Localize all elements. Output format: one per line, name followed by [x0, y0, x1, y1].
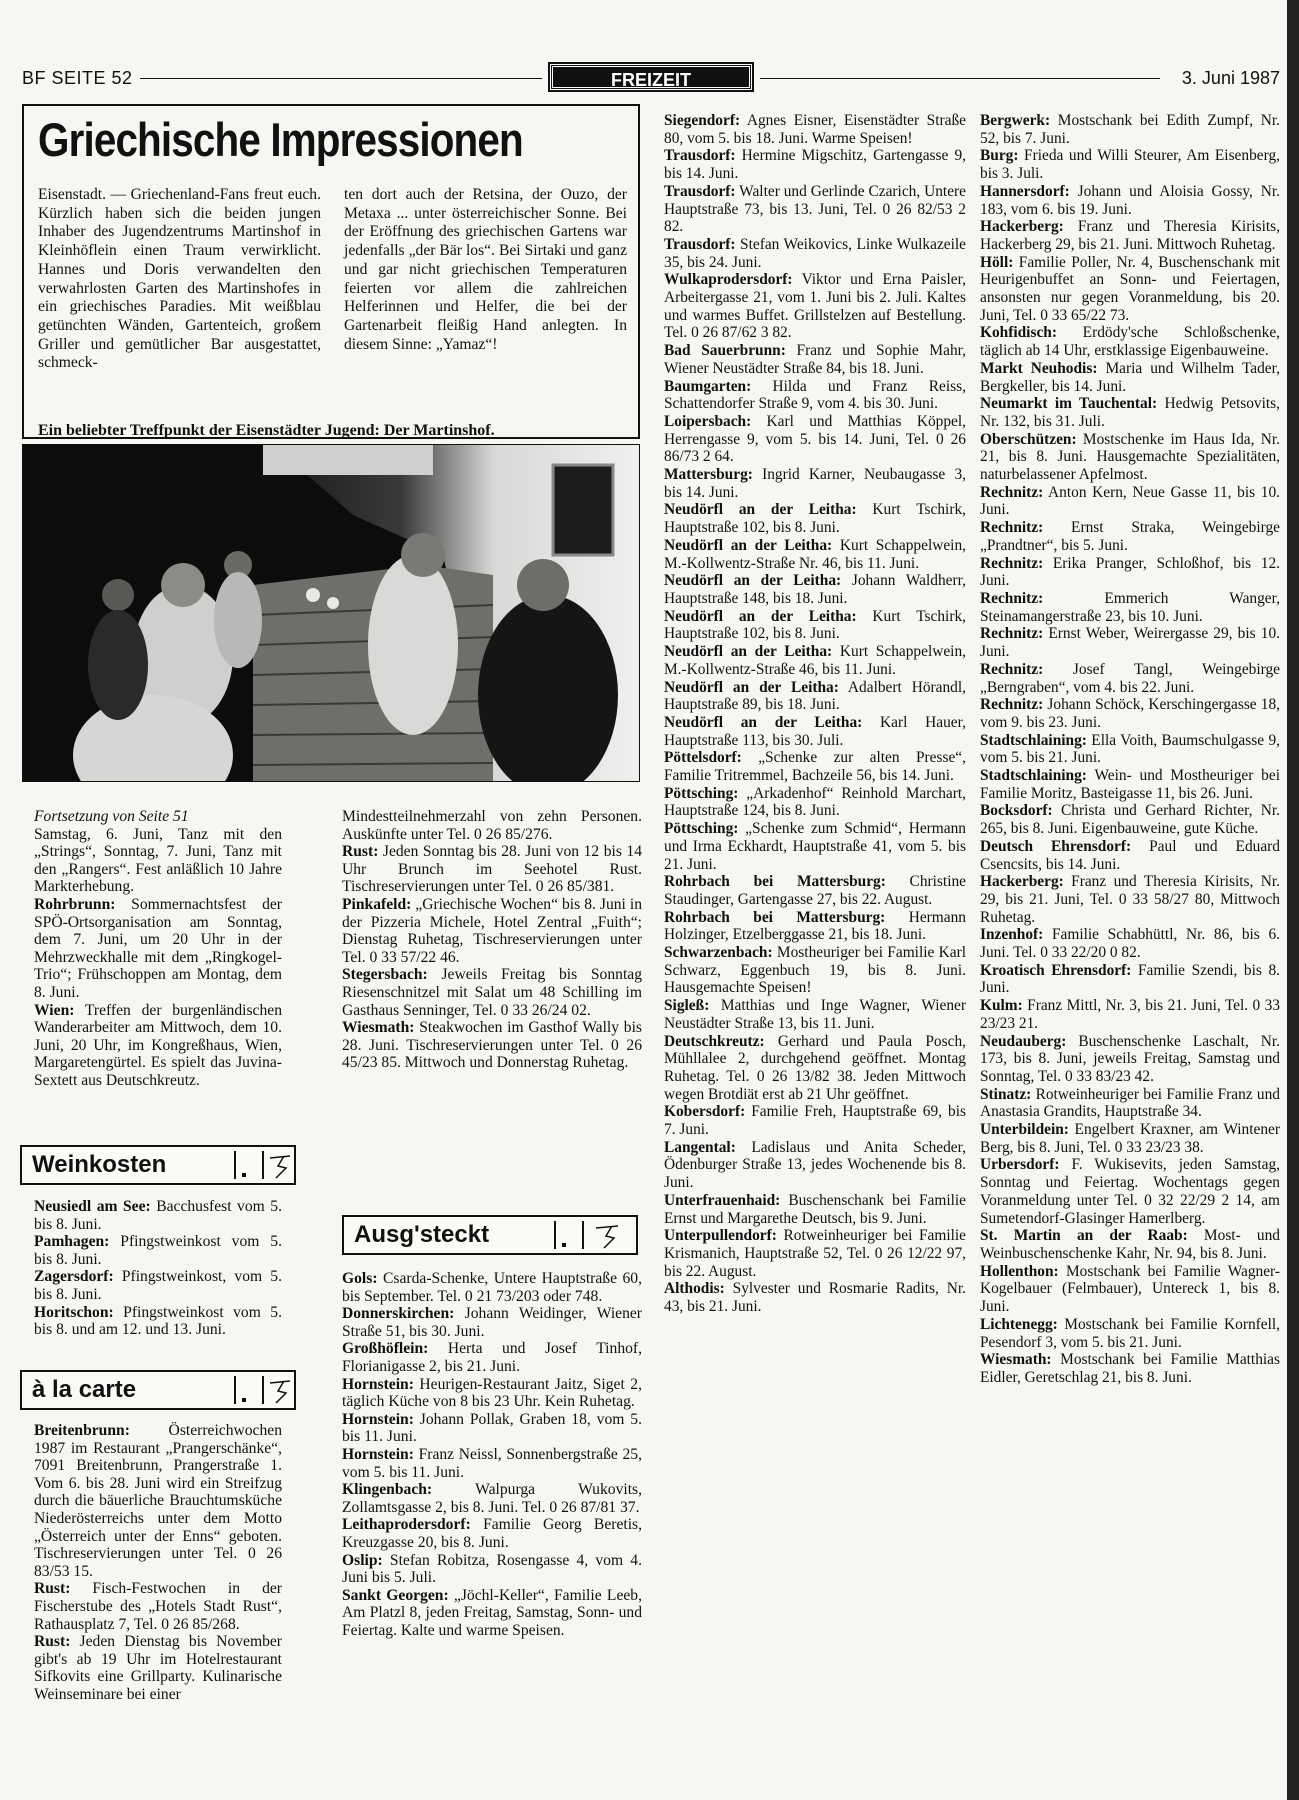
- list-item: Deutsch Ehrensdorf: Paul und Eduard Csencsits, bis 14. Juni.: [980, 837, 1281, 873]
- list-item: Wiesmath: Steakwochen im Gasthof Wally bis 28. Juni. Tischreservierungen unter Tel. 0 26 45/23 85. Mittwoch und Donnerstag Ruhetag.: [342, 1019, 642, 1072]
- section-ausgsteckt: [342, 1215, 638, 1255]
- list-item: Rechnitz: Ernst Weber, Weirergasse 29, bis 10. Juni.: [980, 625, 1280, 661]
- column-2-ausgsteckt: [342, 1270, 642, 1639]
- section-title: Ausg'steckt: [354, 1221, 490, 1248]
- header-rule-left: [140, 78, 542, 79]
- list-item: Rust: Jeden Dienstag bis November gibt's ab 19 Uhr im Hotelrestaurant Sifkovits eine Grillparty. Kulinarische Weinseminare bei einer: [34, 1633, 282, 1703]
- list-item: Kulm: Franz Mittl, Nr. 3, bis 21. Juni, Tel. 0 33 23/23 21.: [980, 997, 1280, 1032]
- list-item: Neusiedl am See: Bacchusfest vom 5. bis 8. Juni.: [34, 1198, 282, 1233]
- list-item: Rohrbach bei Mattersburg: Christine Staudinger, Gartengasse 27, bis 22. August.: [664, 873, 966, 908]
- list-item: Kohfidisch: Erdödy'sche Schloßschenke, täglich ab 14 Uhr, erstklassige Eigenbauweine.: [980, 324, 1280, 360]
- section-a-la-carte: [20, 1370, 296, 1410]
- list-item: Hornstein: Heurigen-Restaurant Jaitz, Siget 2, täglich Küche von 8 bis 23 Uhr. Kein Ruhetag.: [342, 1375, 642, 1411]
- column-4: [980, 112, 1280, 1387]
- feature-article: [22, 104, 640, 439]
- list-item: Markt Neuhodis: Maria und Wilhelm Tader, Bergkeller, bis 14. Juni.: [980, 359, 1280, 395]
- list-item: Pinkafeld: „Griechische Wochen“ bis 8. Juni in der Pizzeria Michele, Hotel Zentral „Fuith“; Dienstag Ruhetag, Tischreservierungen unter Tel. 0 33 57/22 46.: [342, 895, 642, 966]
- list-item: Bocksdorf: Christa und Gerhard Richter, Nr. 265, bis 8. Juni. Eigenbauweine, gute Küche.: [980, 802, 1280, 838]
- page-header: [22, 62, 1280, 92]
- photo-martinshof: [22, 444, 640, 782]
- column-3: [664, 112, 966, 1316]
- list-item: Zagersdorf: Pfingstweinkost, vom 5. bis 8. Juni.: [34, 1268, 282, 1303]
- list-item: Kobersdorf: Familie Freh, Hauptstraße 69, bis 7. Juni.: [664, 1103, 966, 1139]
- list-item: Neudörfl an der Leitha: Kurt Tschirk, Hauptstraße 102, bis 8. Juni.: [664, 501, 966, 537]
- divider-mark: [234, 1151, 264, 1179]
- list-item: Pöttsching: „Schenke zum Schmid“, Hermann und Irma Eckhardt, Hauptstraße 41, vom 5. bis 21. Juni.: [664, 820, 966, 873]
- list-item: Neudörfl an der Leitha: Johann Waldherr, Hauptstraße 148, bis 18. Juni.: [664, 572, 966, 607]
- column-1-a-la-carte: [34, 1422, 282, 1704]
- list-item: Oslip: Stefan Robitza, Rosengasse 4, vom 4. Juni bis 5. Juli.: [342, 1551, 642, 1587]
- list-item: Rechnitz: Ernst Straka, Weingebirge „Prandtner“, bis 5. Juni.: [980, 519, 1280, 554]
- section-label: FREIZEIT: [550, 64, 752, 90]
- scan-edge: [1287, 0, 1299, 1800]
- section-title: à la carte: [32, 1376, 137, 1403]
- issue-date: 3. Juni 1987: [1181, 68, 1280, 88]
- list-item: Althodis: Sylvester und Rosmarie Radits, Nr. 43, bis 21. Juni.: [664, 1280, 966, 1316]
- list-item: St. Martin an der Raab: Most- und Weinbuschenschenke Kahr, Nr. 94, bis 8. Juni.: [980, 1227, 1280, 1262]
- feature-text-col-2: ten dort auch der Retsina, der Ouzo, der Metaxa ... unter österreichischer Sonne. Bei der Eröffnung des griechischen Gartens war jedenfalls „der Bär los“. Bei Sirtaki und ganz und gar nicht griechischen Temperaturen feierten vor allem die zahlreichen Helferinnen und Helfer, die bei der Gartenarbeit fleißig Hand anlegten. In diesem Sinne: „Yamaz“!: [344, 186, 627, 353]
- list-item: Klingenbach: Walpurga Wukovits, Zollamtsgasse 2, bis 8. Juni. Tel. 0 26 87/81 37.: [342, 1481, 642, 1516]
- section-title: Weinkosten: [32, 1151, 167, 1178]
- list-item: Pöttsching: „Arkadenhof“ Reinhold Marchart, Hauptstraße 124, bis 8. Juni.: [664, 784, 966, 820]
- list-item: Hollenthon: Mostschank bei Familie Wagner-Kogelbauer (Felmbauer), Untereck 1, bis 8. Juni.: [980, 1262, 1280, 1316]
- list-item: Wiesmath: Mostschank bei Familie Matthias Eidler, Geretschlag 21, bis 8. Juni.: [980, 1351, 1280, 1386]
- list-item: Breitenbrunn: Österreichwochen 1987 im Restaurant „Prangerschänke“, 7091 Breitenbrunn, Prangerstraße 1. Vom 6. bis 28. Juni wird ein Streifzug durch die bäuerliche Brauchtumsküche Niederösterreichs unter dem Motto „Österreich unter der Enns“ geboten. Tischreservierungen unter Tel. 0 26 83/53 15.: [34, 1422, 282, 1580]
- list-item: Pöttelsdorf: „Schenke zur alten Presse“, Familie Tritremmel, Bachzeile 56, bis 14. Juni.: [664, 749, 966, 785]
- list-item: Sigleß: Matthias und Inge Wagner, Wiener Neustädter Straße 13, bis 11. Juni.: [664, 997, 966, 1032]
- list-item: Hannersdorf: Johann und Aloisia Gossy, Nr. 183, vom 6. bis 19. Juni.: [980, 182, 1280, 218]
- list-item: Siegendorf: Agnes Eisner, Eisenstädter Straße 80, vom 5. bis 18. Juni. Warme Speisen!: [664, 112, 966, 147]
- list-item: Oberschützen: Mostschenke im Haus Ida, Nr. 21, bis 8. Juni. Hausgemachte Spezialitäten, naturbelassener Apfelmost.: [980, 430, 1280, 484]
- list-item: Langental: Ladislaus und Anita Scheder, Ödenburger Straße 13, jedes Wochenende bis 8. Juni.: [664, 1138, 966, 1192]
- list-item: Stinatz: Rotweinheuriger bei Familie Franz und Anastasia Grandits, Hauptstraße 34.: [980, 1085, 1280, 1121]
- list-item: Unterfrauenhaid: Buschenschank bei Familie Ernst und Margarethe Deutsch, bis 9. Juni.: [664, 1191, 966, 1227]
- paragraph: Mindestteilnehmerzahl von zehn Personen. Auskünfte unter Tel. 0 26 85/276.: [342, 808, 642, 843]
- list-item: Rechnitz: Emmerich Wanger, Steinamangerstraße 23, bis 10. Juni.: [980, 589, 1280, 625]
- list-item: Kroatisch Ehrensdorf: Familie Szendi, bis 8. Juni.: [980, 961, 1281, 997]
- continuation-note: Fortsetzung von Seite 51: [34, 808, 189, 825]
- pointing-hand-icon: [594, 1222, 624, 1250]
- list-item: Deutschkreutz: Gerhard und Paula Posch, Mühllalee 2, durchgehend geöffnet. Montag Ruhetag. Tel. 0 26 13/82 38. Jeden Mittwoch wegen Brotdiät erst ab 21 Uhr geöffnet.: [664, 1032, 966, 1103]
- list-item: Inzenhof: Familie Schabhüttl, Nr. 86, bis 6. Juni. Tel. 0 33 22/20 0 82.: [980, 926, 1280, 962]
- list-item: Wien: Treffen der burgenländischen Wanderarbeiter am Mittwoch, dem 10. Juni, 20 Uhr, im Kongreßhaus, Wien, Margaretengürtel. Es spielt das Juvina-Sextett aus Deutschkreutz.: [34, 1001, 282, 1089]
- list-item: Trausdorf: Walter und Gerlinde Czarich, Untere Hauptstraße 73, bis 13. Juni, Tel. 0 26 82/53 2 82.: [664, 182, 966, 236]
- list-item: Wulkaprodersdorf: Viktor und Erna Paisler, Arbeitergasse 21, vom 1. Juni bis 2. Juli. Kaltes und warmes Buffet. Grillstelzen auf Bestellung. Tel. 0 26 87/62 3 82.: [664, 271, 966, 342]
- headline: Griechische Impressionen: [38, 113, 523, 166]
- list-item: Urbersdorf: F. Wukisevits, jeden Samstag, Sonntag und Feiertag. Wochentags gegen Voranmeldung unter Tel. 0 32 22/29 2 14, am Sumetendorf-Glasinger Hamerlberg.: [980, 1156, 1280, 1227]
- list-item: Loipersbach: Karl und Matthias Köppel, Herrengasse 9, vom 5. bis 14. Juni, Tel. 0 26 86/73 2 64.: [664, 412, 966, 466]
- list-item: Rust: Fisch-Festwochen in der Fischerstube des „Hotels Stadt Rust“, Rathausplatz 7, Tel. 0 26 85/268.: [34, 1580, 282, 1633]
- list-item: Neudörfl an der Leitha: Karl Hauer, Hauptstraße 113, bis 30. Juli.: [664, 713, 966, 749]
- list-item: Hornstein: Franz Neissl, Sonnenbergstraße 25, vom 5. bis 11. Juni.: [342, 1445, 642, 1481]
- pointing-hand-icon: [268, 1152, 294, 1180]
- list-item: Bergwerk: Mostschank bei Edith Zumpf, Nr. 52, bis 7. Juni.: [980, 112, 1280, 147]
- list-item: Neudörfl an der Leitha: Kurt Tschirk, Hauptstraße 102, bis 8. Juni.: [664, 607, 966, 643]
- list-item: Unterpullendorf: Rotweinheuriger bei Familie Krismanich, Hauptstraße 52, Tel. 0 26 12/22 97, bis 22. August.: [664, 1227, 966, 1280]
- list-item: Rust: Jeden Sonntag bis 28. Juni von 12 bis 14 Uhr Brunch im Seehotel Rust. Tischreservierungen unter Tel. 0 26 85/381.: [342, 843, 642, 896]
- list-item: Rechnitz: Josef Tangl, Weingebirge „Berngraben“, vom 4. bis 22. Juni.: [980, 660, 1280, 696]
- list-item: Gols: Csarda-Schenke, Untere Hauptstraße 60, bis September. Tel. 0 21 73/203 oder 748.: [342, 1270, 642, 1305]
- header-rule-right: [760, 78, 1160, 79]
- feature-text-col-1: Eisenstadt. — Griechenland-Fans freut euch. Kürzlich haben sich die beiden jungen Inhaber des Jugendzentrums Martinshof in Kleinhöflein einen Traum verwirklicht. Hannes und Doris verwandelten den verwahrlosten Garten des Martinshofes in ein griechisches Paradies. Mit weißblau getünchten Wänden, Gartenteich, großem Griller und gemütlicher Bar ausgestattet, schmeck-: [38, 186, 321, 372]
- list-item: Stegersbach: Jeweils Freitag bis Sonntag Riesenschnitzel mit Salat um 48 Schilling im Gasthaus Senninger, Tel. 0 33 26/24 02.: [342, 966, 642, 1019]
- list-item: Neudauberg: Buschenschenke Laschalt, Nr. 173, bis 8. Juni, jeweils Freitag, Samstag und Sonntag, Tel. 0 33 83/23 42.: [980, 1032, 1280, 1085]
- page-number: BF SEITE 52: [22, 68, 133, 88]
- list-item: Lichtenegg: Mostschank bei Familie Kornfell, Pesendorf 3, vom 5. bis 21. Juni.: [980, 1315, 1280, 1351]
- list-item: Neudörfl an der Leitha: Adalbert Hörandl, Hauptstraße 89, bis 18. Juni.: [664, 678, 966, 714]
- list-item: Bad Sauerbrunn: Franz und Sophie Mahr, Wiener Neustädter Straße 84, bis 18. Juni.: [664, 342, 967, 377]
- list-item: Leithaprodersdorf: Familie Georg Beretis, Kreuzgasse 20, bis 8. Juni.: [342, 1516, 642, 1551]
- list-item: Hornstein: Johann Pollak, Graben 18, vom 5. bis 11. Juni.: [342, 1410, 642, 1446]
- list-item: Neudörfl an der Leitha: Kurt Schappelwein, M.-Kollwentz-Straße Nr. 46, bis 11. Juni.: [664, 536, 966, 572]
- list-item: Großhöflein: Herta und Josef Tinhof, Florianigasse 2, bis 21. Juni.: [342, 1340, 642, 1375]
- list-item: Höll: Familie Poller, Nr. 4, Buschenschank mit Heurigenbuffet an Sonn- und Feiertagen, ansonsten nur gegen Voranmeldung, bis 20. Juni, Tel. 0 33 65/22 73.: [980, 253, 1280, 324]
- section-weinkosten: [20, 1145, 296, 1185]
- list-item: Donnerskirchen: Johann Weidinger, Wiener Straße 51, bis 30. Juni.: [342, 1305, 642, 1340]
- list-item: Neumarkt im Tauchental: Hedwig Petsovits, Nr. 132, bis 31. Juli.: [980, 395, 1280, 430]
- paragraph: Samstag, 6. Juni, Tanz mit den „Strings“, Sonntag, 7. Juni, Tanz mit den „Rangers“. Fest anläßlich 10 Jahre Markterhebung.: [34, 825, 282, 896]
- list-item: Rohrbach bei Mattersburg: Hermann Holzinger, Etzelberggasse 21, bis 18. Juni.: [664, 908, 966, 944]
- list-item: Rechnitz: Johann Schöck, Kerschingergasse 18, vom 9. bis 23. Juni.: [980, 696, 1280, 731]
- list-item: Hackerberg: Franz und Theresia Kirisits, Nr. 29, bis 21. Juni, Tel. 0 33 58/27 80, Mittwoch Ruhetag.: [980, 873, 1280, 926]
- list-item: Neudörfl an der Leitha: Kurt Schappelwein, M.-Kollwentz-Straße 46, bis 11. Juni.: [664, 643, 966, 678]
- divider-mark: [554, 1221, 584, 1249]
- list-item: Trausdorf: Hermine Migschitz, Gartengasse 9, bis 14. Juni.: [664, 147, 966, 183]
- column-1: [34, 808, 282, 1090]
- list-item: Stadtschlaining: Ella Voith, Baumschulgasse 9, vom 5. bis 21. Juni.: [980, 731, 1280, 767]
- column-2: [342, 808, 642, 1072]
- list-item: Stadtschlaining: Wein- und Mostheuriger bei Familie Moritz, Basteigasse 11, bis 26. Juni.: [980, 767, 1280, 802]
- list-item: Horitschon: Pfingstweinkost vom 5. bis 8. und am 12. und 13. Juni.: [34, 1303, 282, 1339]
- list-item: Mattersburg: Ingrid Karner, Neubaugasse 3, bis 14. Juni.: [664, 466, 966, 501]
- list-item: Rechnitz: Erika Pranger, Schloßhof, bis 12. Juni.: [980, 554, 1280, 590]
- list-item: Sankt Georgen: „Jöchl-Keller“, Familie Leeb, Am Platzl 8, jeden Freitag, Samstag, Sonn- und Feiertag. Kalte und warme Speisen.: [342, 1586, 642, 1639]
- column-1-weinkosten: [34, 1198, 282, 1339]
- list-item: Pamhagen: Pfingstweinkost vom 5. bis 8. Juni.: [34, 1233, 282, 1268]
- pointing-hand-icon: [268, 1377, 294, 1405]
- list-item: Burg: Frieda und Willi Steurer, Am Eisenberg, bis 3. Juli.: [980, 147, 1280, 183]
- photo-caption: Ein beliebter Treffpunkt der Eisenstädter Jugend: Der Martinshof.: [38, 422, 495, 439]
- divider-mark: [234, 1376, 264, 1404]
- list-item: Trausdorf: Stefan Weikovics, Linke Wulkazeile 35, bis 24. Juni.: [664, 235, 966, 271]
- list-item: Rohrbrunn: Sommernachtsfest der SPÖ-Ortsorganisation am Sonntag, dem 7. Juni, um 20 Uhr in der Mehrzweckhalle mit dem „Ringkogel-Trio“; Frühschoppen am Montag, dem 8. Juni.: [34, 895, 282, 1001]
- list-item: Rechnitz: Anton Kern, Neue Gasse 11, bis 10. Juni.: [980, 483, 1280, 519]
- list-item: Baumgarten: Hilda und Franz Reiss, Schattendorfer Straße 9, vom 4. bis 30. Juni.: [664, 377, 966, 413]
- list-item: Hackerberg: Franz und Theresia Kirisits, Hackerberg 29, bis 21. Juni. Mittwoch Ruhetag.: [980, 218, 1280, 253]
- list-item: Schwarzenbach: Mostheuriger bei Familie Karl Schwarz, Eggenbuch 19, bis 8. Juni. Hausgemachte Speisen!: [664, 944, 966, 997]
- list-item: Unterbildein: Engelbert Kraxner, am Wintener Berg, bis 8. Juni, Tel. 0 33 23/23 38.: [980, 1121, 1280, 1156]
